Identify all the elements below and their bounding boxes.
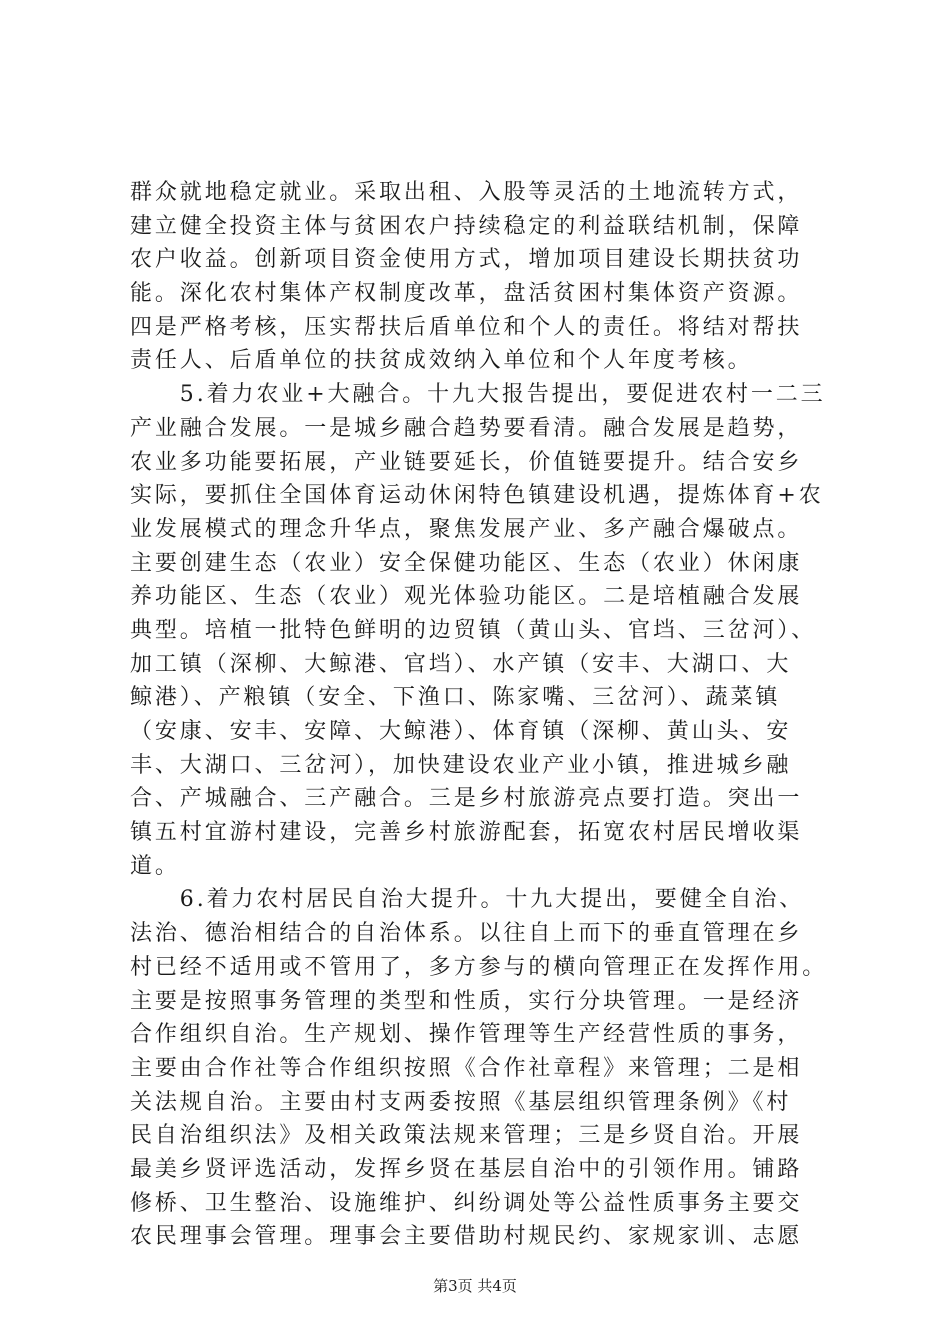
text-line: 法治、德治相结合的自治体系。以往自上而下的垂直管理在乡 [130, 921, 803, 947]
text-line: 5.着力农业+大融合。十九大报告提出，要促进农村一二三 [130, 382, 826, 408]
text-line: 合作组织自治。生产规划、操作管理等生产经营性质的事务， [130, 1022, 803, 1048]
text-line: 实际，要抓住全国体育运动休闲特色镇建设机遇，提炼体育+农 [130, 483, 824, 509]
body-text [130, 176, 830, 1254]
text-line: 业发展模式的理念升华点，聚焦发展产业、多产融合爆破点。 [130, 516, 803, 542]
text-line: 关法规自治。主要由村支两委按照《基层组织管理条例》《村 [130, 1089, 792, 1115]
text-line: 群众就地稳定就业。采取出租、入股等灵活的土地流转方式， [130, 180, 803, 205]
text-line: 鲸港）、产粮镇（安全、下渔口、陈家嘴、三岔河）、蔬菜镇 [130, 685, 781, 711]
text-line: 四是严格考核，压实帮扶后盾单位和个人的责任。将结对帮扶 [130, 314, 803, 340]
text-line: 6.着力农村居民自治大提升。十九大提出，要健全自治、 [130, 887, 805, 913]
text-line: 农业多功能要拓展，产业链要延长，价值链要提升。结合安乡 [130, 449, 803, 475]
text-line: 农户收益。创新项目资金使用方式，增加项目建设长期扶贫功 [130, 247, 803, 273]
text-line: 修桥、卫生整治、设施维护、纠纷调处等公益性质事务主要交 [130, 1190, 803, 1216]
page-footer: 第3页 共4页 [433, 1277, 517, 1295]
text-line: 产业融合发展。一是城乡融合趋势要看清。融合发展是趋势， [130, 415, 803, 441]
text-line: 丰、大湖口、三岔河），加快建设农业产业小镇，推进城乡融 [130, 752, 792, 778]
text-line: 合、产城融合、三产融合。三是乡村旅游亮点要打造。突出一 [130, 786, 803, 812]
text-line: 道。 [130, 853, 180, 879]
text-line: 能。深化农村集体产权制度改革，盘活贫困村集体资产资源。 [130, 281, 803, 307]
text-line: 加工镇（深柳、大鲸港、官垱）、水产镇（安丰、大湖口、大 [130, 651, 792, 677]
text-line: 民自治组织法》及相关政策法规来管理；三是乡贤自治。开展 [130, 1123, 803, 1149]
text-line: 最美乡贤评选活动，发挥乡贤在基层自治中的引领作用。铺路 [130, 1156, 803, 1182]
text-line: 主要由合作社等合作组织按照《合作社章程》来管理；二是相 [130, 1055, 803, 1081]
text-line: 典型。培植一批特色鲜明的边贸镇（黄山头、官垱、三岔河）、 [130, 617, 817, 643]
text-line: （安康、安丰、安障、大鲸港）、体育镇（深柳、黄山头、安 [130, 719, 792, 744]
text-line: 主要创建生态（农业）安全保健功能区、生态（农业）休闲康 [130, 550, 803, 576]
text-line: 责任人、后盾单位的扶贫成效纳入单位和个人年度考核。 [130, 348, 753, 374]
text-line: 农民理事会管理。理事会主要借助村规民约、家规家训、志愿 [130, 1224, 803, 1250]
text-line: 建立健全投资主体与贫困农户持续稳定的利益联结机制，保障 [130, 213, 803, 239]
text-line: 村已经不适用或不管用了，多方参与的横向管理正在发挥作用。 [130, 954, 828, 980]
text-line: 镇五村宜游村建设，完善乡村旅游配套，拓宽农村居民增收渠 [130, 820, 803, 846]
text-line: 养功能区、生态（农业）观光体验功能区。二是培植融合发展 [130, 584, 803, 610]
text-line: 主要是按照事务管理的类型和性质，实行分块管理。一是经济 [130, 988, 803, 1014]
